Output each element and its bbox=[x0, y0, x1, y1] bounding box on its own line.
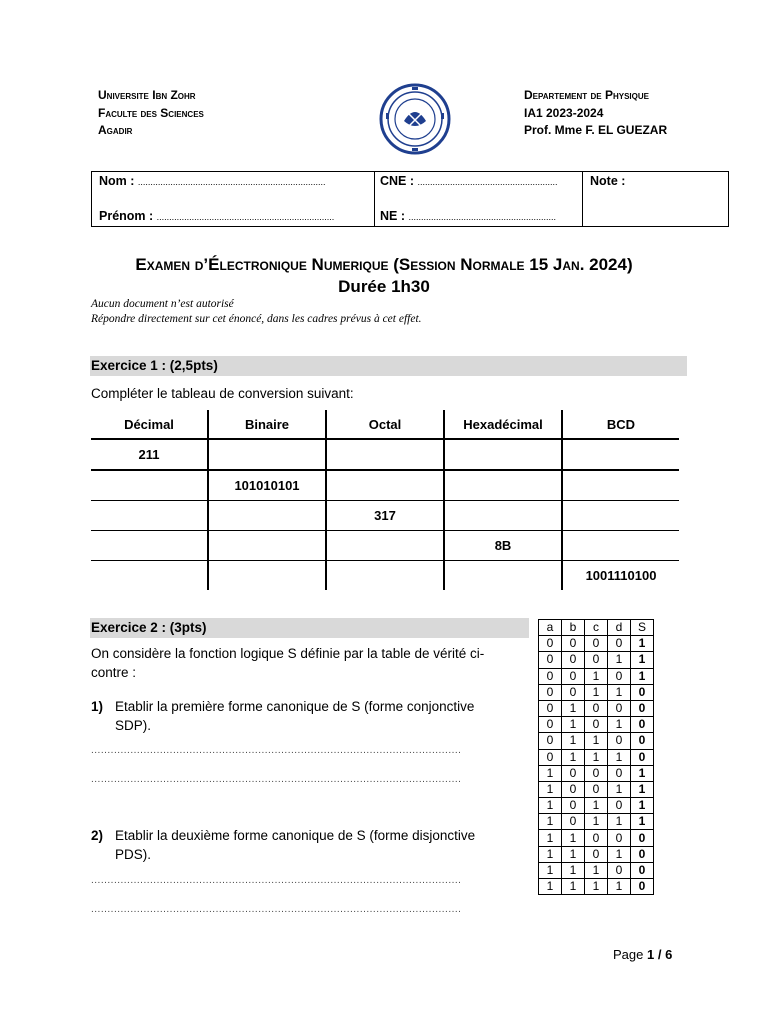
header-left-line: Agadir bbox=[98, 123, 133, 137]
truth-input-cell: 0 bbox=[608, 700, 631, 716]
truth-output-cell: 0 bbox=[631, 700, 654, 716]
truth-input-cell: 1 bbox=[585, 684, 608, 700]
truth-input-cell: 1 bbox=[608, 814, 631, 830]
truth-table-row bbox=[539, 814, 654, 830]
exercise-1-instruction: Compléter le tableau de conversion suivant: bbox=[91, 386, 354, 401]
table-cell[interactable] bbox=[208, 531, 326, 561]
university-seal-logo bbox=[374, 83, 456, 155]
truth-table-header bbox=[539, 620, 654, 636]
table-cell[interactable] bbox=[326, 561, 444, 591]
truth-header-cell: d bbox=[608, 620, 631, 636]
truth-input-cell: 0 bbox=[562, 798, 585, 814]
cne-dots: ........................................................ bbox=[417, 177, 558, 187]
truth-input-cell: 1 bbox=[539, 879, 562, 895]
truth-input-cell: 1 bbox=[585, 733, 608, 749]
answer-line[interactable]: ................................................................................................................. bbox=[91, 875, 462, 886]
answer-line[interactable]: ................................................................................................................. bbox=[91, 904, 462, 915]
truth-input-cell: 0 bbox=[608, 636, 631, 652]
truth-header-cell: a bbox=[539, 620, 562, 636]
truth-input-cell: 1 bbox=[585, 879, 608, 895]
truth-input-cell: 0 bbox=[562, 684, 585, 700]
page-label: Page bbox=[613, 947, 644, 962]
truth-input-cell: 0 bbox=[585, 830, 608, 846]
table-cell[interactable] bbox=[208, 501, 326, 531]
note-field[interactable] bbox=[590, 174, 625, 188]
header-right-line: IA1 2023-2024 bbox=[524, 105, 604, 120]
question-line: Etablir la deuxième forme canonique de S (forme disjonctive bbox=[115, 828, 476, 843]
truth-input-cell: 0 bbox=[562, 781, 585, 797]
truth-output-cell: 1 bbox=[631, 652, 654, 668]
table-row bbox=[91, 470, 679, 501]
truth-input-cell: 0 bbox=[562, 668, 585, 684]
truth-input-cell: 0 bbox=[608, 830, 631, 846]
question-1-number: 1) bbox=[91, 699, 104, 714]
table-cell[interactable] bbox=[444, 470, 562, 501]
truth-table-body bbox=[539, 636, 654, 895]
truth-output-cell: 0 bbox=[631, 749, 654, 765]
table-row bbox=[91, 501, 679, 531]
table-row bbox=[91, 531, 679, 561]
truth-input-cell: 0 bbox=[608, 798, 631, 814]
truth-input-cell: 0 bbox=[539, 636, 562, 652]
truth-input-cell: 1 bbox=[585, 798, 608, 814]
truth-input-cell: 0 bbox=[539, 652, 562, 668]
nom-label: Nom : bbox=[99, 174, 135, 188]
table-cell[interactable]: 101010101 bbox=[208, 470, 326, 501]
truth-input-cell: 0 bbox=[539, 749, 562, 765]
question-2-text bbox=[115, 826, 475, 864]
truth-input-cell: 1 bbox=[539, 814, 562, 830]
table-cell[interactable] bbox=[91, 501, 208, 531]
truth-input-cell: 1 bbox=[562, 749, 585, 765]
truth-input-cell: 0 bbox=[562, 652, 585, 668]
truth-input-cell: 0 bbox=[585, 636, 608, 652]
column-header: Hexadécimal bbox=[444, 410, 562, 439]
header-department bbox=[524, 87, 667, 140]
truth-input-cell: 1 bbox=[585, 668, 608, 684]
truth-table-row bbox=[539, 781, 654, 797]
truth-input-cell: 1 bbox=[585, 749, 608, 765]
truth-input-cell: 0 bbox=[585, 652, 608, 668]
note-label: Note : bbox=[590, 174, 626, 188]
truth-input-cell: 0 bbox=[608, 668, 631, 684]
header-right-line: Departement de Physique bbox=[524, 88, 649, 102]
truth-input-cell: 1 bbox=[539, 798, 562, 814]
table-cell[interactable] bbox=[91, 531, 208, 561]
truth-input-cell: 0 bbox=[608, 733, 631, 749]
truth-input-cell: 1 bbox=[608, 749, 631, 765]
student-info-box bbox=[91, 171, 729, 227]
truth-input-cell: 0 bbox=[539, 733, 562, 749]
table-row bbox=[91, 561, 679, 591]
truth-output-cell: 1 bbox=[631, 765, 654, 781]
truth-table-row bbox=[539, 862, 654, 878]
truth-table-row bbox=[539, 830, 654, 846]
intro-line: On considère la fonction logique S définie par la table de vérité ci- bbox=[91, 646, 485, 661]
truth-header-cell: b bbox=[562, 620, 585, 636]
table-cell[interactable] bbox=[562, 531, 679, 561]
truth-input-cell: 1 bbox=[539, 846, 562, 862]
truth-input-cell: 0 bbox=[585, 846, 608, 862]
conversion-table bbox=[91, 410, 679, 590]
column-header: Binaire bbox=[208, 410, 326, 439]
prenom-label: Prénom : bbox=[99, 209, 154, 223]
truth-input-cell: 1 bbox=[608, 684, 631, 700]
question-1-text bbox=[115, 697, 474, 735]
truth-input-cell: 1 bbox=[562, 879, 585, 895]
truth-input-cell: 1 bbox=[562, 846, 585, 862]
truth-input-cell: 1 bbox=[585, 814, 608, 830]
truth-input-cell: 1 bbox=[608, 879, 631, 895]
table-header-row bbox=[91, 410, 679, 439]
truth-output-cell: 1 bbox=[631, 636, 654, 652]
truth-table-row bbox=[539, 636, 654, 652]
truth-output-cell: 1 bbox=[631, 781, 654, 797]
nom-field[interactable] bbox=[99, 174, 325, 188]
truth-output-cell: 0 bbox=[631, 830, 654, 846]
truth-output-cell: 1 bbox=[631, 814, 654, 830]
header-university bbox=[98, 87, 204, 140]
truth-input-cell: 0 bbox=[608, 862, 631, 878]
truth-input-cell: 0 bbox=[562, 636, 585, 652]
question-line: Etablir la première forme canonique de S (forme conjonctive bbox=[115, 699, 475, 714]
exam-note: Répondre directement sur cet énoncé, dans les cadres prévus à cet effet. bbox=[91, 313, 422, 325]
truth-input-cell: 1 bbox=[539, 830, 562, 846]
answer-line[interactable]: ................................................................................................................. bbox=[91, 745, 462, 756]
table-cell[interactable]: 211 bbox=[91, 439, 208, 470]
truth-input-cell: 0 bbox=[585, 717, 608, 733]
truth-table-row bbox=[539, 879, 654, 895]
truth-output-cell: 1 bbox=[631, 668, 654, 684]
truth-input-cell: 0 bbox=[585, 700, 608, 716]
table-cell[interactable] bbox=[562, 439, 679, 470]
truth-table-row bbox=[539, 749, 654, 765]
truth-table-row bbox=[539, 700, 654, 716]
exam-duration: Durée 1h30 bbox=[338, 277, 430, 296]
truth-input-cell: 1 bbox=[608, 781, 631, 797]
column-header: Décimal bbox=[91, 410, 208, 439]
truth-table-row bbox=[539, 846, 654, 862]
answer-line[interactable]: ................................................................................................................. bbox=[91, 774, 462, 785]
truth-input-cell: 0 bbox=[539, 717, 562, 733]
ne-field[interactable] bbox=[380, 209, 556, 223]
exercise-2-title: Exercice 2 : (3pts) bbox=[90, 618, 529, 638]
page-value: 1 / 6 bbox=[647, 947, 673, 962]
table-cell[interactable] bbox=[326, 531, 444, 561]
table-cell[interactable] bbox=[562, 470, 679, 501]
table-cell[interactable]: 1001110100 bbox=[562, 561, 679, 591]
truth-input-cell: 0 bbox=[539, 668, 562, 684]
prenom-dots: ....................................................................... bbox=[156, 212, 335, 222]
truth-output-cell: 0 bbox=[631, 846, 654, 862]
truth-table-row bbox=[539, 733, 654, 749]
header-right-line: Prof. Mme F. EL GUEZAR bbox=[524, 123, 668, 137]
truth-input-cell: 0 bbox=[562, 814, 585, 830]
truth-input-cell: 0 bbox=[539, 684, 562, 700]
truth-input-cell: 0 bbox=[539, 700, 562, 716]
truth-input-cell: 1 bbox=[608, 717, 631, 733]
question-line: PDS). bbox=[115, 847, 152, 862]
truth-table-row bbox=[539, 652, 654, 668]
prenom-field[interactable] bbox=[99, 209, 334, 223]
table-cell[interactable] bbox=[326, 439, 444, 470]
truth-output-cell: 0 bbox=[631, 862, 654, 878]
question-line: SDP). bbox=[115, 718, 152, 733]
table-cell[interactable]: 317 bbox=[326, 501, 444, 531]
truth-input-cell: 1 bbox=[608, 846, 631, 862]
table-cell[interactable]: 8B bbox=[444, 531, 562, 561]
question-2-number: 2) bbox=[91, 828, 104, 843]
table-cell[interactable] bbox=[91, 470, 208, 501]
column-header: BCD bbox=[562, 410, 679, 439]
table-cell[interactable] bbox=[208, 439, 326, 470]
truth-input-cell: 1 bbox=[539, 781, 562, 797]
truth-input-cell: 1 bbox=[562, 700, 585, 716]
cne-label: CNE : bbox=[380, 174, 415, 188]
truth-header-cell: c bbox=[585, 620, 608, 636]
header-left-line: Universite Ibn Zohr bbox=[98, 88, 196, 102]
truth-input-cell: 1 bbox=[539, 862, 562, 878]
header-left-line: Faculte des Sciences bbox=[98, 105, 204, 120]
page-number bbox=[613, 947, 672, 962]
truth-output-cell: 0 bbox=[631, 879, 654, 895]
truth-output-cell: 1 bbox=[631, 798, 654, 814]
ne-dots: ........................................................... bbox=[408, 212, 557, 222]
truth-input-cell: 0 bbox=[585, 765, 608, 781]
truth-table-row bbox=[539, 765, 654, 781]
truth-table-row bbox=[539, 684, 654, 700]
truth-input-cell: 0 bbox=[585, 781, 608, 797]
table-cell[interactable] bbox=[444, 561, 562, 591]
exam-title: Examen d’Électronique Numerique (Session Normale 15 Jan. 2024) bbox=[135, 255, 633, 274]
table-cell[interactable] bbox=[444, 501, 562, 531]
truth-table-row bbox=[539, 668, 654, 684]
truth-output-cell: 0 bbox=[631, 684, 654, 700]
table-cell[interactable] bbox=[208, 561, 326, 591]
truth-header-cell: S bbox=[631, 620, 654, 636]
truth-table bbox=[538, 619, 654, 895]
truth-table-row bbox=[539, 798, 654, 814]
truth-output-cell: 0 bbox=[631, 717, 654, 733]
truth-input-cell: 1 bbox=[562, 717, 585, 733]
exam-note: Aucun document n’est autorisé bbox=[91, 298, 234, 310]
cne-field[interactable] bbox=[380, 174, 558, 188]
table-cell[interactable] bbox=[562, 501, 679, 531]
table-cell[interactable] bbox=[91, 561, 208, 591]
truth-input-cell: 1 bbox=[585, 862, 608, 878]
exercise-2-intro bbox=[91, 644, 484, 682]
truth-input-cell: 1 bbox=[562, 733, 585, 749]
nom-dots: ........................................................................... bbox=[137, 177, 326, 187]
truth-input-cell: 1 bbox=[562, 862, 585, 878]
truth-input-cell: 0 bbox=[562, 765, 585, 781]
intro-line: contre : bbox=[91, 665, 137, 680]
truth-table-row bbox=[539, 717, 654, 733]
column-header: Octal bbox=[326, 410, 444, 439]
truth-input-cell: 1 bbox=[539, 765, 562, 781]
truth-input-cell: 1 bbox=[562, 830, 585, 846]
table-row bbox=[91, 439, 679, 470]
ne-label: NE : bbox=[380, 209, 405, 223]
table-cell[interactable] bbox=[326, 470, 444, 501]
table-cell[interactable] bbox=[444, 439, 562, 470]
exercise-1-title: Exercice 1 : (2,5pts) bbox=[90, 356, 687, 376]
truth-output-cell: 0 bbox=[631, 733, 654, 749]
truth-input-cell: 1 bbox=[608, 652, 631, 668]
truth-input-cell: 0 bbox=[608, 765, 631, 781]
